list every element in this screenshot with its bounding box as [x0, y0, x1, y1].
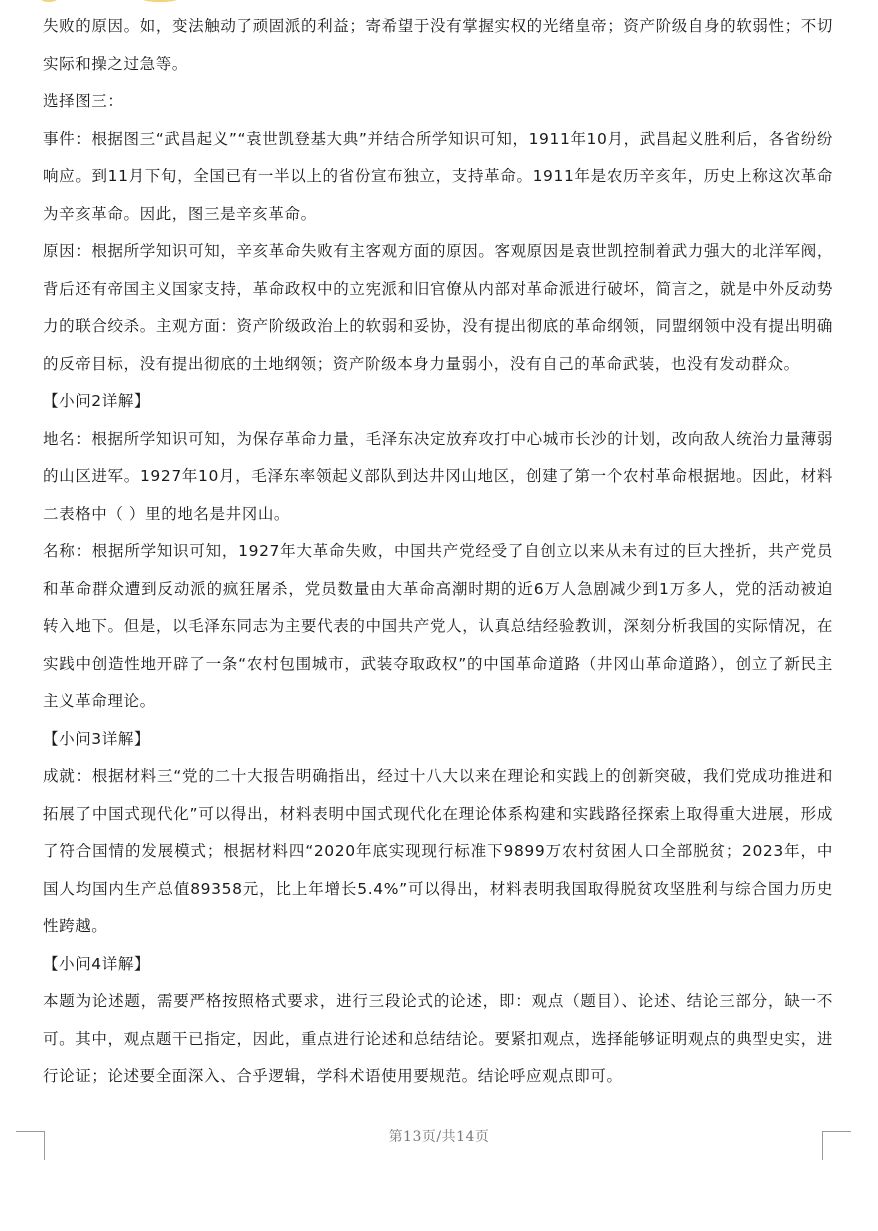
paragraph-choice-three: 选择图三： [43, 92, 124, 110]
paragraph-reason: 原因：根据所学知识可知，辛亥革命失败有主客观方面的原因。客观原因是袁世凯控制着武力强大的北洋军阀，背后还有帝国主义国家支持，革命政权中的立宪派和旧官僚从内部对革命派进行破坏，简言之，就是中外反动势力的联合绞杀。主观方面：资产阶级政治上的软弱和妥协，没有提出彻底的革命纲领，同盟纲领中没有提出明确的反帝目标，没有提出彻底的土地纲领；资产阶级本身力量弱小，没有自己的革命武装，也没有发动群众。 [43, 242, 833, 373]
document-body [43, 8, 833, 1096]
paragraph-name: 名称：根据所学知识可知，1927年大革命失败，中国共产党经受了自创立以来从未有过的巨大挫折，共产党员和革命群众遭到反动派的疯狂屠杀，党员数量由大革命高潮时期的近6万人急剧减少到1万多人，党的活动被迫转入地下。但是，以毛泽东同志为主要代表的中国共产党人，认真总结经验教训，深刻分析我国的实际情况，在实践中创造性地开辟了一条“农村包围城市，武装夺取政权”的中国革命道路（井冈山革命道路），创立了新民主主义革命理论。 [43, 542, 833, 710]
paragraph-essay-guidance: 本题为论述题，需要严格按照格式要求，进行三段论式的论述，即：观点（题目）、论述、结论三部分，缺一不可。其中，观点题干已指定，因此，重点进行论述和总结结论。要紧扣观点，选择能够证明观点的典型史实，进行论证；论述要全面深入、合乎逻辑，学科术语使用要规范。结论呼应观点即可。 [43, 992, 833, 1085]
paragraph-place-name: 地名：根据所学知识可知，为保存革命力量，毛泽东决定放弃攻打中心城市长沙的计划，改向敌人统治力量薄弱的山区进军。1927年10月，毛泽东率领起义部队到达井冈山地区，创建了第一个农村革命根据地。因此，材料二表格中（ ）里的地名是井冈山。 [43, 429, 833, 523]
heading-question-2: 【小问2详解】 [43, 392, 151, 410]
paragraph-achievement: 成就：根据材料三“党的二十大报告明确指出，经过十八大以来在理论和实践上的创新突破，我们党成功推进和拓展了中国式现代化”可以得出，材料表明中国式现代化在理论体系构建和实践路径探索上取得重大进展，形成了符合国情的发展模式；根据材料四“2020年底实现现行标准下9899万农村贫困人口全部脱贫；2023年，中国人均国内生产总值89358元，比上年增长5.4%”可以得出，材料表明我国取得脱贫攻坚胜利与综合国力历史性跨越。 [43, 767, 833, 935]
page-number-footer: 第13页/共14页 [388, 1129, 490, 1145]
heading-question-4: 【小问4详解】 [43, 954, 151, 973]
top-decoration-right [140, 0, 180, 2]
paragraph-intro-failure: 失败的原因。如，变法触动了顽固派的利益；寄希望于没有掌握实权的光绪皇帝；资产阶级自身的软弱性；不切实际和操之过急等。 [43, 17, 833, 73]
top-decoration-left [40, 0, 58, 2]
heading-question-3: 【小问3详解】 [43, 729, 151, 748]
paragraph-event: 事件：根据图三“武昌起义”“袁世凯登基大典”并结合所学知识可知，1911年10月，武昌起义胜利后，各省纷纷响应。到11月下旬，全国已有一半以上的省份宣布独立，支持革命。1911年是农历辛亥年，历史上称这次革命为辛亥革命。因此，图三是辛亥革命。 [43, 129, 833, 223]
